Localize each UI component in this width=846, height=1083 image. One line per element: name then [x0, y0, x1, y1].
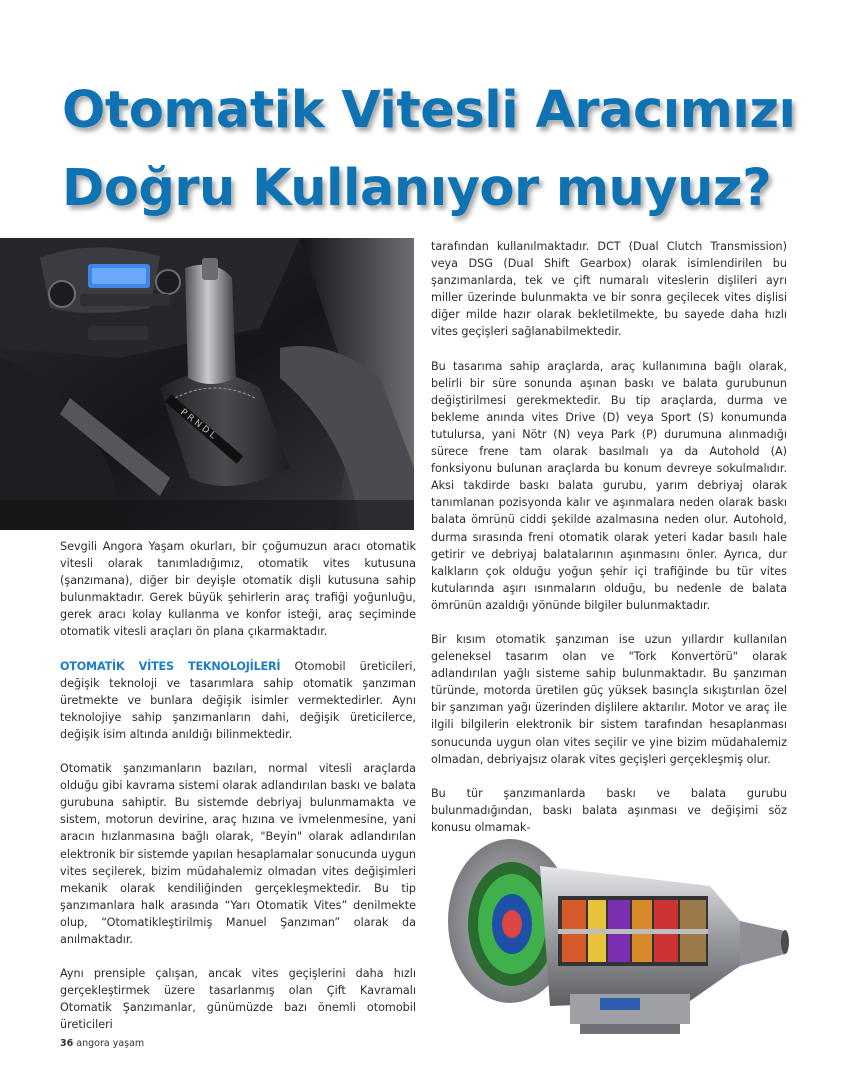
paragraph: Bu tür şanzımanlarda baskı ve balata gurubu bulunmadığından, baskı balata aşınması ve değişimi söz konusu olmamak- [431, 786, 787, 834]
article-title-line-1: Otomatik Vitesli Aracımızı [62, 81, 796, 140]
transmission-cutaway-photo [440, 826, 790, 1046]
paragraph: Aynı prensiple çalışan, ancak vites geçişlerini daha hızlı gerçekleştirmek üzere tasarlanmış olan Çift Kavramalı Otomatik Şanzımanlar, günümüzde bazı önemli otomobil üreticileri [60, 967, 416, 1032]
gear-shifter-photo [0, 238, 414, 530]
magazine-name: angora yaşam [76, 1038, 145, 1049]
right-column [431, 238, 787, 853]
article-title [62, 72, 802, 228]
svg-text:P R N D L: P R N D L [178, 407, 218, 442]
paragraph [60, 658, 416, 743]
paragraph: Bir kısım otomatik şanzıman ise uzun yıllardır kullanılan geleneksel tasarım olan ve "Tork Konvertörü" olarak adlandırılan yağlı sisteme sahip bulunmaktadır. Bu şanzıman türünde, motorda üretilen güç yüksek basınçla sıkıştırılan özel bir şanzıman yağı üzerinden dişlilere aktarılır. Motor ve araç ile ilgili bilgilerin elektronik bir sistem tarafından hesaplanması sonucunda uygun olan vites seçilir ve yine bizim müdahalemiz olmadan, debriyajsız olarak vites geçişleri gerçekleşmiş olur. [431, 632, 787, 766]
page-number: 36 [60, 1038, 74, 1049]
paragraph: Otomatik şanzımanların bazıları, normal vitesli araçlarda olduğu gibi kavrama sistemi olarak adlandırılan baskı ve balata gurubuna sahiptir. Bu sistemde debriyaj bulunmamakta ve sistem, motorun devirine, araç hızına ve ivmelenmesine, yani aracın hızlanmasına bağlı olarak, "Beyin" olarak adlandırılan elektronik bir sistemde yapılan hesaplamalar sonucunda uygun vites seçilerek, bizim müdahalemiz olmadan vites değişimleri mekanik olarak kendiliğinden gerçekleşmektedir. Bu tip şanzımanlara halk arasında “Yarı Otomatik Vites” denilmekte olup, “Otomatikleştirilmiş Manuel Şanzıman” olarak da anılmaktadır. [60, 762, 416, 946]
paragraph: Sevgili Angora Yaşam okurları, bir çoğumuzun aracı otomatik vitesli olarak tanımladığımız, otomatik vites kutusuna (şanzımana), diğer bir deyişle otomatik dişli kutusuna sahip bulunmaktadır. Gerek büyük şehirlerin araç trafiği yoğunluğu, gerek aracı kolay kullanma ve konfor isteği, araç seçiminde otomatik vitesli araçları ön plana çıkarmaktadır. [60, 540, 416, 639]
page-footer [60, 1038, 144, 1049]
paragraph: Bu tasarıma sahip araçlarda, araç kullanımına bağlı olarak, belirli bir süre sonunda aşınan baskı ve balata gurubunun değiştirilmesi gerekmektedir. Bu tip araçlarda, durma ve bekleme anında vites Drive (D) veya Sport (S) konumunda tutulursa, yani Nötr (N) veya Park (P) durumuna alınmadığı sürece frene tam olarak basılmalı ya da Autohold (A) fonksiyonu bulunan araçlarda bu konum devreye sokulmalıdır. Aksi takdirde baskı balata gurubu, yarım debriyaj olarak tanımlanan pozisyonda kalır ve aşınmalara neden olarak baskı balata ömrünü ciddi şekilde azalmasına neden olur. Autohold, durma sırasında freni otomatik olarak yeteri kadar basılı hale getirir ve debriyaj balatalarının aşınmasını önler. Ayrıca, dur kalkların çok olduğu yoğun şehir içi trafiğinde bu tür vites kutularında aşırı ısınmaların olduğu, bu nedenle de balata ömrünün azaldığı yönünde bilgiler bulunmaktadır. [431, 359, 787, 612]
section-subheading: OTOMATİK VİTES TEKNOLOJİLERİ [60, 659, 281, 673]
left-column [60, 538, 416, 1050]
paragraph-text: Otomobil üreticileri, değişik teknoloji ve tasarımlara sahip otomatik şanzıman üretmekte ve bunlara değişik isimler vermektedirler. Aynı teknolojiye sahip şanzımanların dahi, değişik üreticilerce, değişik isim altında anıldığı bilinmektedir. [60, 659, 417, 741]
paragraph: tarafından kullanılmaktadır. DCT (Dual Clutch Transmission) veya DSG (Dual Shift Gearbox) olarak isimlendirilen bu şanzımanlarda, tek ve çift numaralı viteslerin dişlileri ayrı miller üzerinde bulunmakta ve bir sonra geçilecek vites dişlisi diğer milde hazır olarak bekletilmekte, bu sayede daha hızlı vites geçişleri sağlanabilmektedir. [431, 240, 787, 339]
article-title-line-2: Doğru Kullanıyor muyuz? [62, 159, 772, 218]
